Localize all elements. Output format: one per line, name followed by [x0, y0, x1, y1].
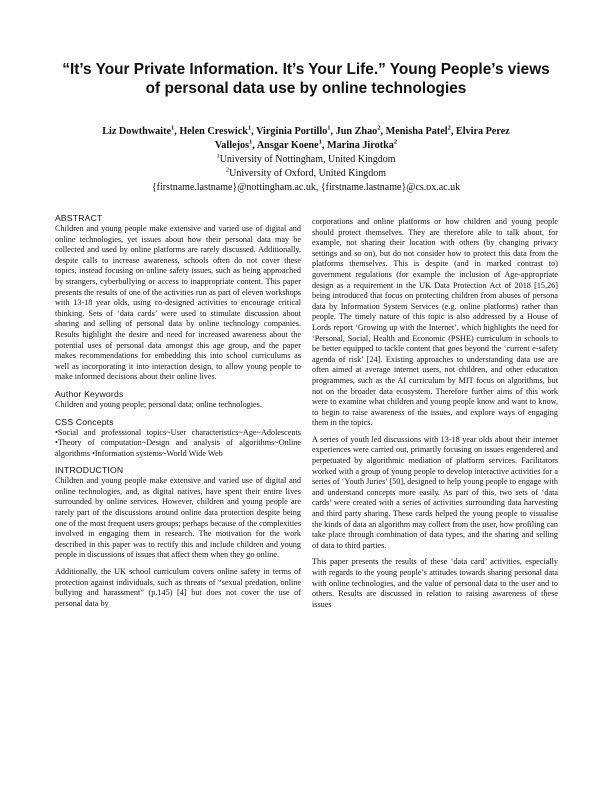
left-column — [55, 213, 301, 773]
author: Vallejos — [214, 139, 250, 151]
introduction-heading: INTRODUCTION — [55, 465, 124, 476]
introduction-paragraph: Children and young people make extensive and varied use of digital and online technologies, and, as digital natives, have spent their entire lives surrounded by online services. However, children and young people are rarely part of the discussions around online data protection despite being one of the most frequent users groups; perhaps because of the complexities involved in engaging them in research. The motivation for the work described in this paper was to rectify this and include children and young people in discussions of issues that affect them when they go online. — [55, 476, 301, 560]
keywords-heading: Author Keywords — [55, 388, 124, 399]
author: , Jun Zhao — [330, 126, 378, 137]
author: , Menisha Patel — [380, 126, 448, 137]
affiliations — [55, 153, 557, 195]
author: , Helen Creswick — [174, 126, 248, 137]
concepts-text: •Social and professional topics~User characteristics~Age~Adolescents •Theory of computation~Design and analysis of algorithms~Online algorithms •Information systems~World Wide Web — [55, 427, 301, 458]
author: , Elvira Perez — [450, 126, 510, 137]
author: , Marina Jirotka — [321, 139, 394, 151]
concepts-heading: CSS Concepts — [55, 416, 114, 427]
introduction-paragraph: Additionally, the UK school curriculum covers online safety in terms of protection against individuals, such as threats of “sexual predation, online bullying and harassment” (p.145) [4] but does not cover the use of personal data by — [55, 567, 301, 608]
paper-title: “It’s Your Private Information. It’s Your Life.” Young People’s views of personal data use by online technologies — [62, 61, 550, 97]
body-paragraph: corporations and online platforms or how children and young people should protect themselves. They are therefore able to talk about, for example, not sharing their location with others (by changing privacy settings and so on), but do not consider how to protect this data from the platforms themselves. This is despite (and in marked contrast to) government regulations (for example the inclusion of Age-appropriate design as a requirement in the UK Data Protection Act of 2018 [15,26] being introduced that focus on protecting children from abuses of persona data by Information System Services (e.g. online platforms) rather than people. The timely nature of this topic is also addressed by a House of Lords report ‘Growing up with the Internet’, which highlights the need for ‘Personal, Social, Health and Economic (PSHE) curriculum in schools to be better equipped to tackle content that goes beyond the ‘current e-safety agenda of risk’ [24]. Existing approaches to understanding data use are often aimed at average internet users, not children, and other education programmes, such as the AI curriculum by MIT focus on algorithms, but not on the broader data ecosystem. Therefore further aims of this work were to examine what children and young people know and want to know, to begin to raise awareness of the issues, and explore ways of engaging them in the topics. — [312, 217, 558, 428]
affiliation: $^1$University of Nottingham, United Kingdom — [216, 152, 396, 165]
body-paragraph: A series of youth led discussions with 13-18 year olds about their internet experiences were carried out, primarily focusing on issues engendered and perpetuated by algorithmic mediation of platform services. Facilitators worked with a group of young people to develop interactive activities for a series of ‘Youth Juries’ [50], designed to help young people to engage with and understand concepts more easily. As part of this, two sets of ‘data cards’ were created with a series of activities surrounding data harvesting and third party sharing. These cards helped the young people to visualise the kinds of data an algorithm may collect from the user, how profiling can take place through combination of data types, and the sharing and selling of data to third parties. — [312, 434, 558, 550]
abstract-text: Children and young people make extensive and varied use of digital and online technologies, yet issues about how their personal data may be collected and used by online platforms are rarely discussed. Additionally, despite calls to increase awareness, schools often do not cover these topics, instead focusing on online safety issues, such as being approached by strangers, cyberbullying or access to inappropriate content. This paper presents the results of one of the activities run as part of eleven workshops with 13-18 year olds, using co-designed activities to encourage critical thinking. Sets of ‘data cards’ were used to stimulate discussion about sharing and selling of personal data by online technology companies. Results highlight the desire and need for increased awareness about the potential uses of personal data amongst this age group, and the paper makes recommendations for embedding this into school curriculums as well as incorporating it into interaction design, to allow young people to make informed decisions about their online lives. — [55, 224, 301, 382]
author: , Virginia Portillo — [251, 126, 328, 137]
affiliation: $^2$University of Oxford, United Kingdom — [225, 166, 387, 179]
email-addresses: {firstname.lastname}@nottingham.ac.uk, {firstname.lastname}@cs.ox.ac.uk — [151, 182, 461, 193]
author-list: Liz Dowthwaite$^1$, Helen Creswick$^1$, Virginia Portillo$^1$, Jun Zhao$^2$, Menisha Patel$^2$, Elvira Perez Vallejos$^1$, Ansgar Koene$^1$, Marina Jirotka$^2$ — [102, 124, 510, 151]
author: Liz Dowthwaite — [102, 126, 171, 137]
author: , Ansgar Koene — [252, 139, 319, 151]
right-column — [312, 217, 558, 777]
body-paragraph: This paper presents the results of these ‘data card’ activities, especially with regards to the young people’s attitudes towards sharing personal data with online technologies, and the value of personal data to the user and to others. Results are discussed in relation to raising awareness of these issues — [312, 557, 558, 609]
keywords-text: Children and young people; personal data; online technologies. — [55, 399, 262, 409]
abstract-heading: ABSTRACT — [55, 213, 103, 223]
